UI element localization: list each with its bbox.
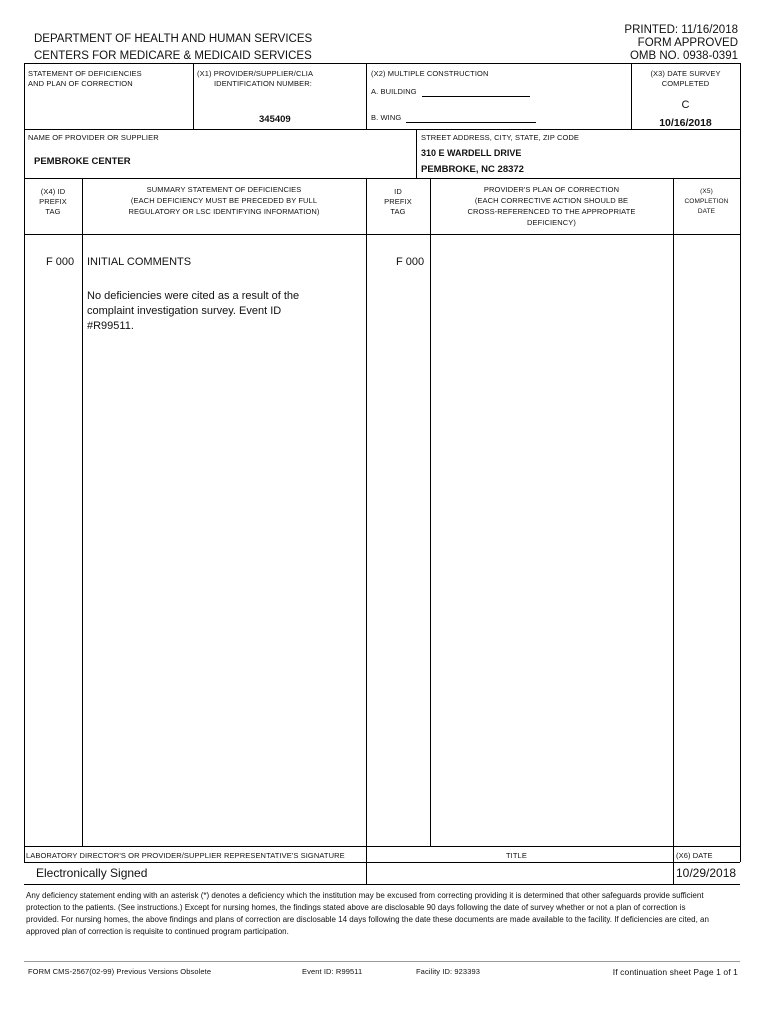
survey-code: C (681, 99, 690, 111)
id-header: ID (394, 187, 402, 196)
x5-header-2: COMPLETION (684, 198, 729, 205)
x3-label: (X3) DATE SURVEY (650, 69, 721, 78)
statement-label: STATEMENT OF DEFICIENCIES (28, 69, 142, 78)
entry-heading: INITIAL COMMENTS (87, 256, 192, 268)
plan-header-4: DEFICIENCY) (526, 218, 577, 227)
event-id: Event ID: R99511 (302, 967, 363, 976)
sig-divider-2 (673, 846, 674, 884)
plan-header-2: (EACH CORRECTIVE ACTION SHOULD BE (474, 196, 629, 205)
building-blank (422, 96, 530, 97)
agency-title: CENTERS FOR MEDICARE & MEDICAID SERVICES (34, 50, 312, 62)
divider-provider (24, 178, 740, 179)
entry-text-line-3: #R99511. (87, 320, 134, 332)
page-indicator: If continuation sheet Page 1 of 1 (612, 967, 738, 977)
x2-label: (X2) MULTIPLE CONSTRUCTION (371, 69, 489, 78)
department-title: DEPARTMENT OF HEALTH AND HUMAN SERVICES (34, 33, 313, 45)
divider-signature (24, 846, 740, 847)
disclaimer-text: Any deficiency statement ending with an asterisk (*) denotes a deficiency which the institution may be excused from correcting providing it is determined that other safeguards provide sufficient protection to the patients. (See instructions.) Except for nursing homes, the findings stated above are disclosable 90 days following the date of survey whether or not a plan of correction is provided. For nursing homes, the above findings and plans of correction are disclosable 14 days following the date these documents are made available to the facility. If deficiencies are cited, an approved plan of correction is requisite to continued program participation. (26, 891, 709, 936)
wing-blank (406, 122, 536, 123)
provider-name-label: NAME OF PROVIDER OR SUPPLIER (28, 133, 159, 142)
col-divider-4 (673, 178, 674, 846)
divider-address (416, 129, 417, 178)
x5-header-3: DATE (697, 208, 716, 215)
summary-header-3: REGULATORY OR LSC IDENTIFYING INFORMATION) (128, 207, 320, 216)
title-label: TITLE (506, 851, 527, 860)
col-divider-2 (366, 178, 367, 846)
entry-text-line-1: No deficiencies were cited as a result of the (87, 290, 300, 302)
address-city: PEMBROKE, NC 28372 (421, 164, 524, 175)
address-label: STREET ADDRESS, CITY, STATE, ZIP CODE (421, 133, 580, 142)
x4-header-3: TAG (45, 207, 61, 216)
divider-x1 (193, 63, 194, 129)
entry-tag-right: F 000 (396, 256, 425, 268)
wing-label: B. WING (371, 113, 402, 122)
signature-label: LABORATORY DIRECTOR'S OR PROVIDER/SUPPLIER REPRESENTATIVE'S SIGNATURE (26, 851, 345, 860)
x1-label: (X1) PROVIDER/SUPPLIER/CLIA (197, 69, 314, 78)
frame-left (24, 63, 25, 862)
divider-top-box (24, 129, 740, 130)
summary-header: SUMMARY STATEMENT OF DEFICIENCIES (146, 185, 302, 194)
frame-top (24, 63, 740, 64)
divider-x2 (366, 63, 367, 129)
x3-label-2: COMPLETED (661, 79, 710, 88)
provider-name: PEMBROKE CENTER (34, 156, 131, 167)
address-street: 310 E WARDELL DRIVE (421, 148, 522, 158)
printed-date: PRINTED: 11/16/2018 (624, 24, 738, 36)
plan-header-3: CROSS-REFERENCED TO THE APPROPRIATE (467, 207, 636, 216)
signature-date: 10/29/2018 (676, 866, 737, 880)
x2-building-row (371, 87, 530, 97)
provider-id-number: 345409 (259, 114, 291, 125)
footer-rule (24, 961, 740, 962)
signature-bottom-rule (24, 884, 740, 885)
electronic-signature: Electronically Signed (36, 866, 148, 880)
entry-tag-left: F 000 (46, 256, 75, 268)
form-approved: FORM APPROVED (637, 37, 738, 49)
sig-divider-1 (366, 846, 367, 884)
frame-right (740, 63, 741, 862)
col-divider-3 (430, 178, 431, 846)
entry-text-line-2: complaint investigation survey. Event ID (87, 305, 282, 317)
divider-columns (24, 234, 740, 235)
x5-header: (X5) (700, 188, 713, 195)
x4-header: (X4) ID (40, 187, 66, 196)
statement-label-2: AND PLAN OF CORRECTION (28, 79, 133, 88)
summary-header-2: (EACH DEFICIENCY MUST BE PRECEDED BY FULL (130, 196, 318, 205)
x4-header-2: PREFIX (39, 197, 67, 206)
omb-number: OMB NO. 0938-0391 (629, 50, 738, 62)
id-header-2: PREFIX (384, 197, 412, 206)
date-label: (X6) DATE (676, 851, 713, 860)
x2-wing-row (371, 113, 536, 123)
building-label: A. BUILDING (371, 87, 417, 96)
form-number: FORM CMS-2567(02-99) Previous Versions Obsolete (28, 967, 212, 976)
x1-label-2: IDENTIFICATION NUMBER: (214, 79, 312, 88)
frame-bottom-rule (24, 862, 740, 863)
plan-header: PROVIDER'S PLAN OF CORRECTION (483, 185, 620, 194)
survey-completed-date: 10/16/2018 (659, 117, 712, 129)
facility-id: Facility ID: 923393 (416, 967, 481, 976)
col-divider-1 (82, 178, 83, 846)
id-header-3: TAG (390, 207, 406, 216)
